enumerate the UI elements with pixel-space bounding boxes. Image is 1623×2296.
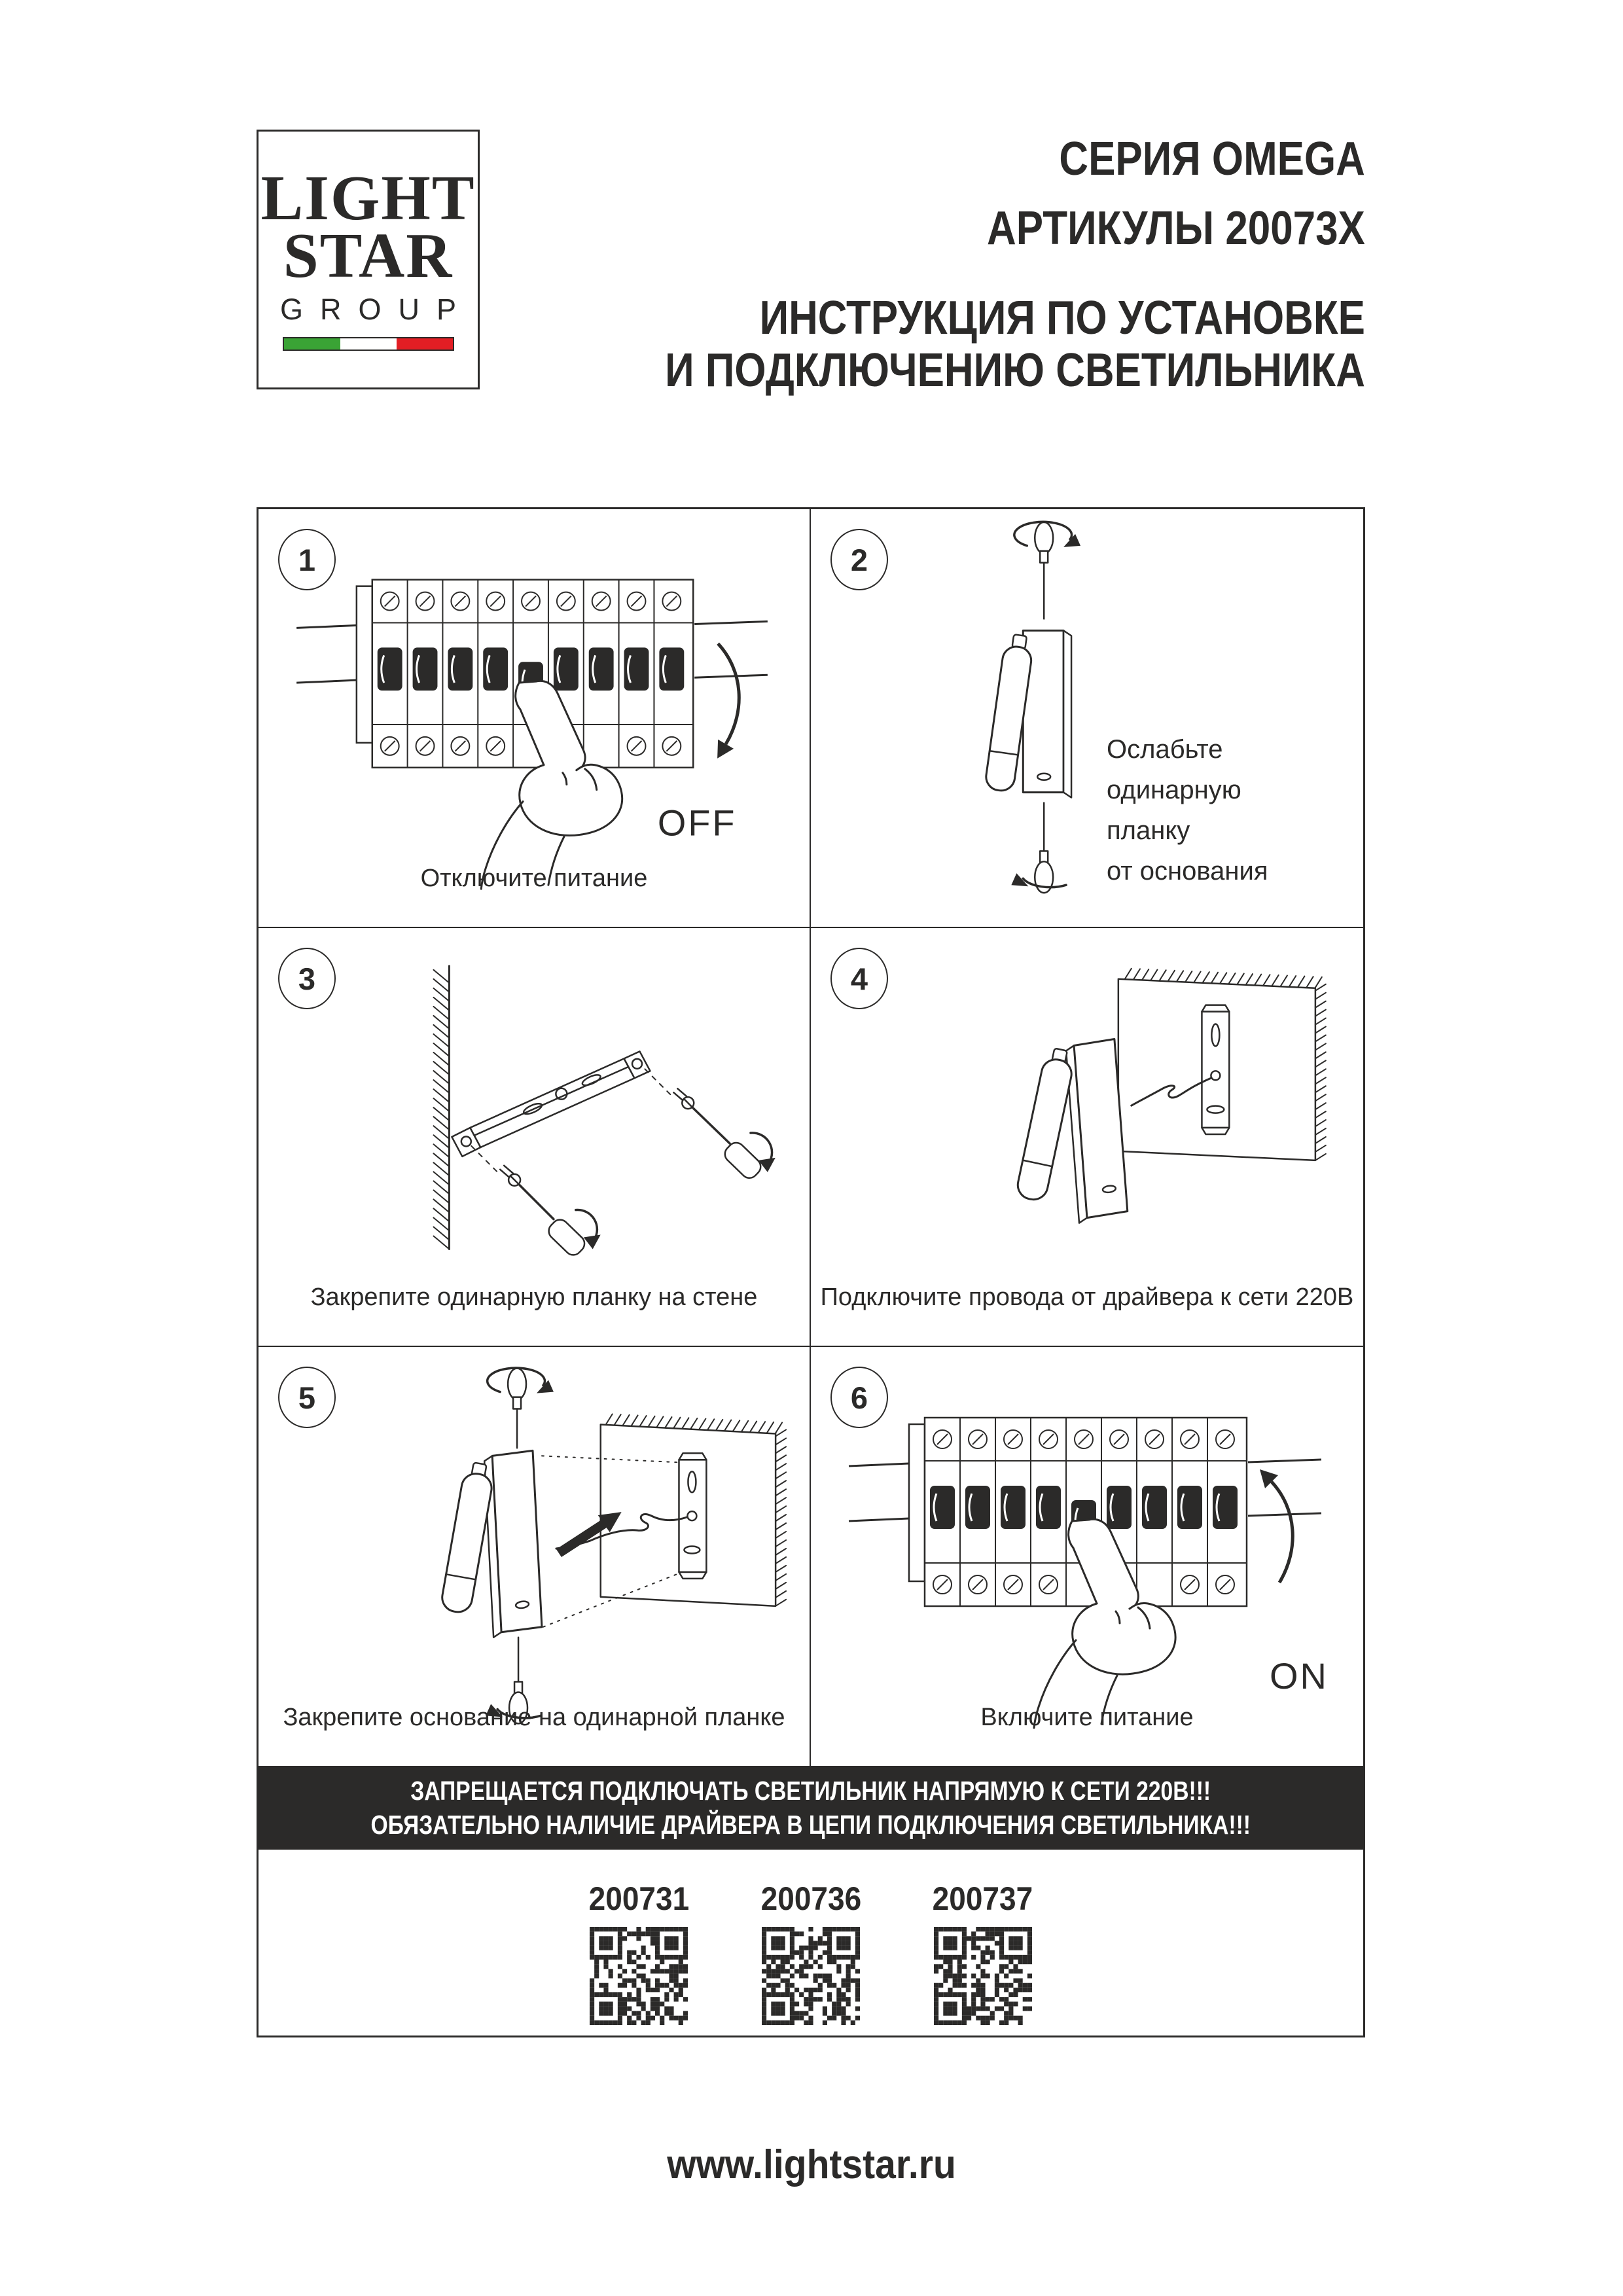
lamp-tube (1015, 1047, 1076, 1202)
step-number-badge: 5 (278, 1367, 336, 1428)
screwdriver-upper-icon (693, 1108, 776, 1181)
screw-top-icon (645, 1069, 694, 1109)
article-number: 200736 (760, 1880, 861, 1917)
step-cell-5 (259, 1347, 811, 1766)
screwdriver-top-icon (1014, 522, 1080, 619)
turn-on-arrow-icon (1260, 1469, 1293, 1583)
screwdriver-top-icon (488, 1368, 554, 1448)
page-title (665, 292, 1365, 397)
lamp-tube (440, 1461, 495, 1614)
instruction-grid (257, 507, 1365, 2037)
article-column (928, 1880, 1037, 2025)
qr-code (762, 1927, 860, 2025)
step-cell-2 (811, 509, 1363, 928)
step-cell-1 (259, 509, 811, 928)
warning-line-2: ОБЯЗАТЕЛЬНО НАЛИЧИЕ ДРАЙВЕРА В ЦЕПИ ПОДКЛЮЧЕНИЯ СВЕТИЛЬНИКА!!! (370, 1810, 1251, 1840)
step-side-text: Ослабьте одинарную планку от основания (1107, 735, 1268, 886)
articles-line: АРТИКУЛЫ 20073Х (987, 202, 1365, 255)
step-caption: Включите питание (980, 1704, 1194, 1731)
step-caption: Подключите провода от драйвера к сети 220В (820, 1283, 1354, 1311)
attach-base-illustration (259, 1347, 810, 1766)
lightstar-logo (257, 130, 480, 389)
step-number-badge: 3 (278, 948, 336, 1009)
qr-code (590, 1927, 688, 2025)
step-cell-6 (811, 1347, 1363, 1766)
wall-hatching (433, 970, 449, 1249)
turn-off-arrow-icon (717, 643, 739, 758)
screw-bottom-icon (471, 1146, 520, 1186)
wall-hatching-right (776, 1429, 786, 1605)
article-number: 200731 (588, 1880, 689, 1917)
title-line-2: И ПОДКЛЮЧЕНИЮ СВЕТИЛЬНИКА (665, 344, 1365, 397)
step-cell-4 (811, 928, 1363, 1347)
italian-flag-bar (283, 337, 454, 351)
website-url: www.lightstar.ru (667, 2142, 956, 2187)
on-label: ON (1270, 1655, 1329, 1696)
step-caption: Закрепите одинарную планку на стене (310, 1283, 758, 1311)
logo-word-star: STAR (283, 221, 454, 291)
step-caption: Закрепите основание на одинарной планке (283, 1704, 785, 1731)
logo-word-group: GROUP (279, 293, 473, 326)
article-column (584, 1880, 694, 2025)
loosen-plank-illustration (811, 509, 1363, 927)
screwdriver-bottom-icon (1011, 803, 1066, 893)
screwdriver-lower-icon (520, 1185, 601, 1259)
step-number-badge: 4 (830, 948, 888, 1009)
lamp-base-plate (492, 1450, 542, 1632)
logo-word-light: LIGHT (260, 163, 476, 233)
wall-bracket (679, 1453, 706, 1579)
breaker-on-illustration (811, 1347, 1363, 1766)
step-caption: Отключите питание (420, 865, 648, 892)
wall-bracket (1202, 1005, 1229, 1134)
step-number-badge: 2 (830, 529, 888, 590)
article-qr-section (259, 1850, 1363, 2036)
flag-green-segment (284, 338, 340, 350)
title-line-1: ИНСТРУКЦИЯ ПО УСТАНОВКЕ (759, 292, 1365, 344)
warning-line-1: ЗАПРЕЩАЕТСЯ ПОДКЛЮЧАТЬ СВЕТИЛЬНИК НАПРЯМУЮ К СЕТИ 220В!!! (410, 1776, 1211, 1806)
qr-code (934, 1927, 1032, 2025)
flag-white-segment (340, 338, 397, 350)
series-line: СЕРИЯ OMEGA (1059, 133, 1365, 185)
step-number-badge: 6 (830, 1367, 888, 1428)
wall-hatching-right (1315, 984, 1326, 1160)
article-column (757, 1880, 866, 2025)
step-cell-3 (259, 928, 811, 1347)
series-header (987, 124, 1365, 263)
article-number: 200737 (933, 1880, 1033, 1917)
flag-red-segment (397, 338, 453, 350)
mounting-plank (470, 1058, 634, 1147)
step-number-badge: 1 (278, 529, 336, 590)
warning-banner (259, 1766, 1363, 1850)
off-label: OFF (657, 802, 737, 844)
